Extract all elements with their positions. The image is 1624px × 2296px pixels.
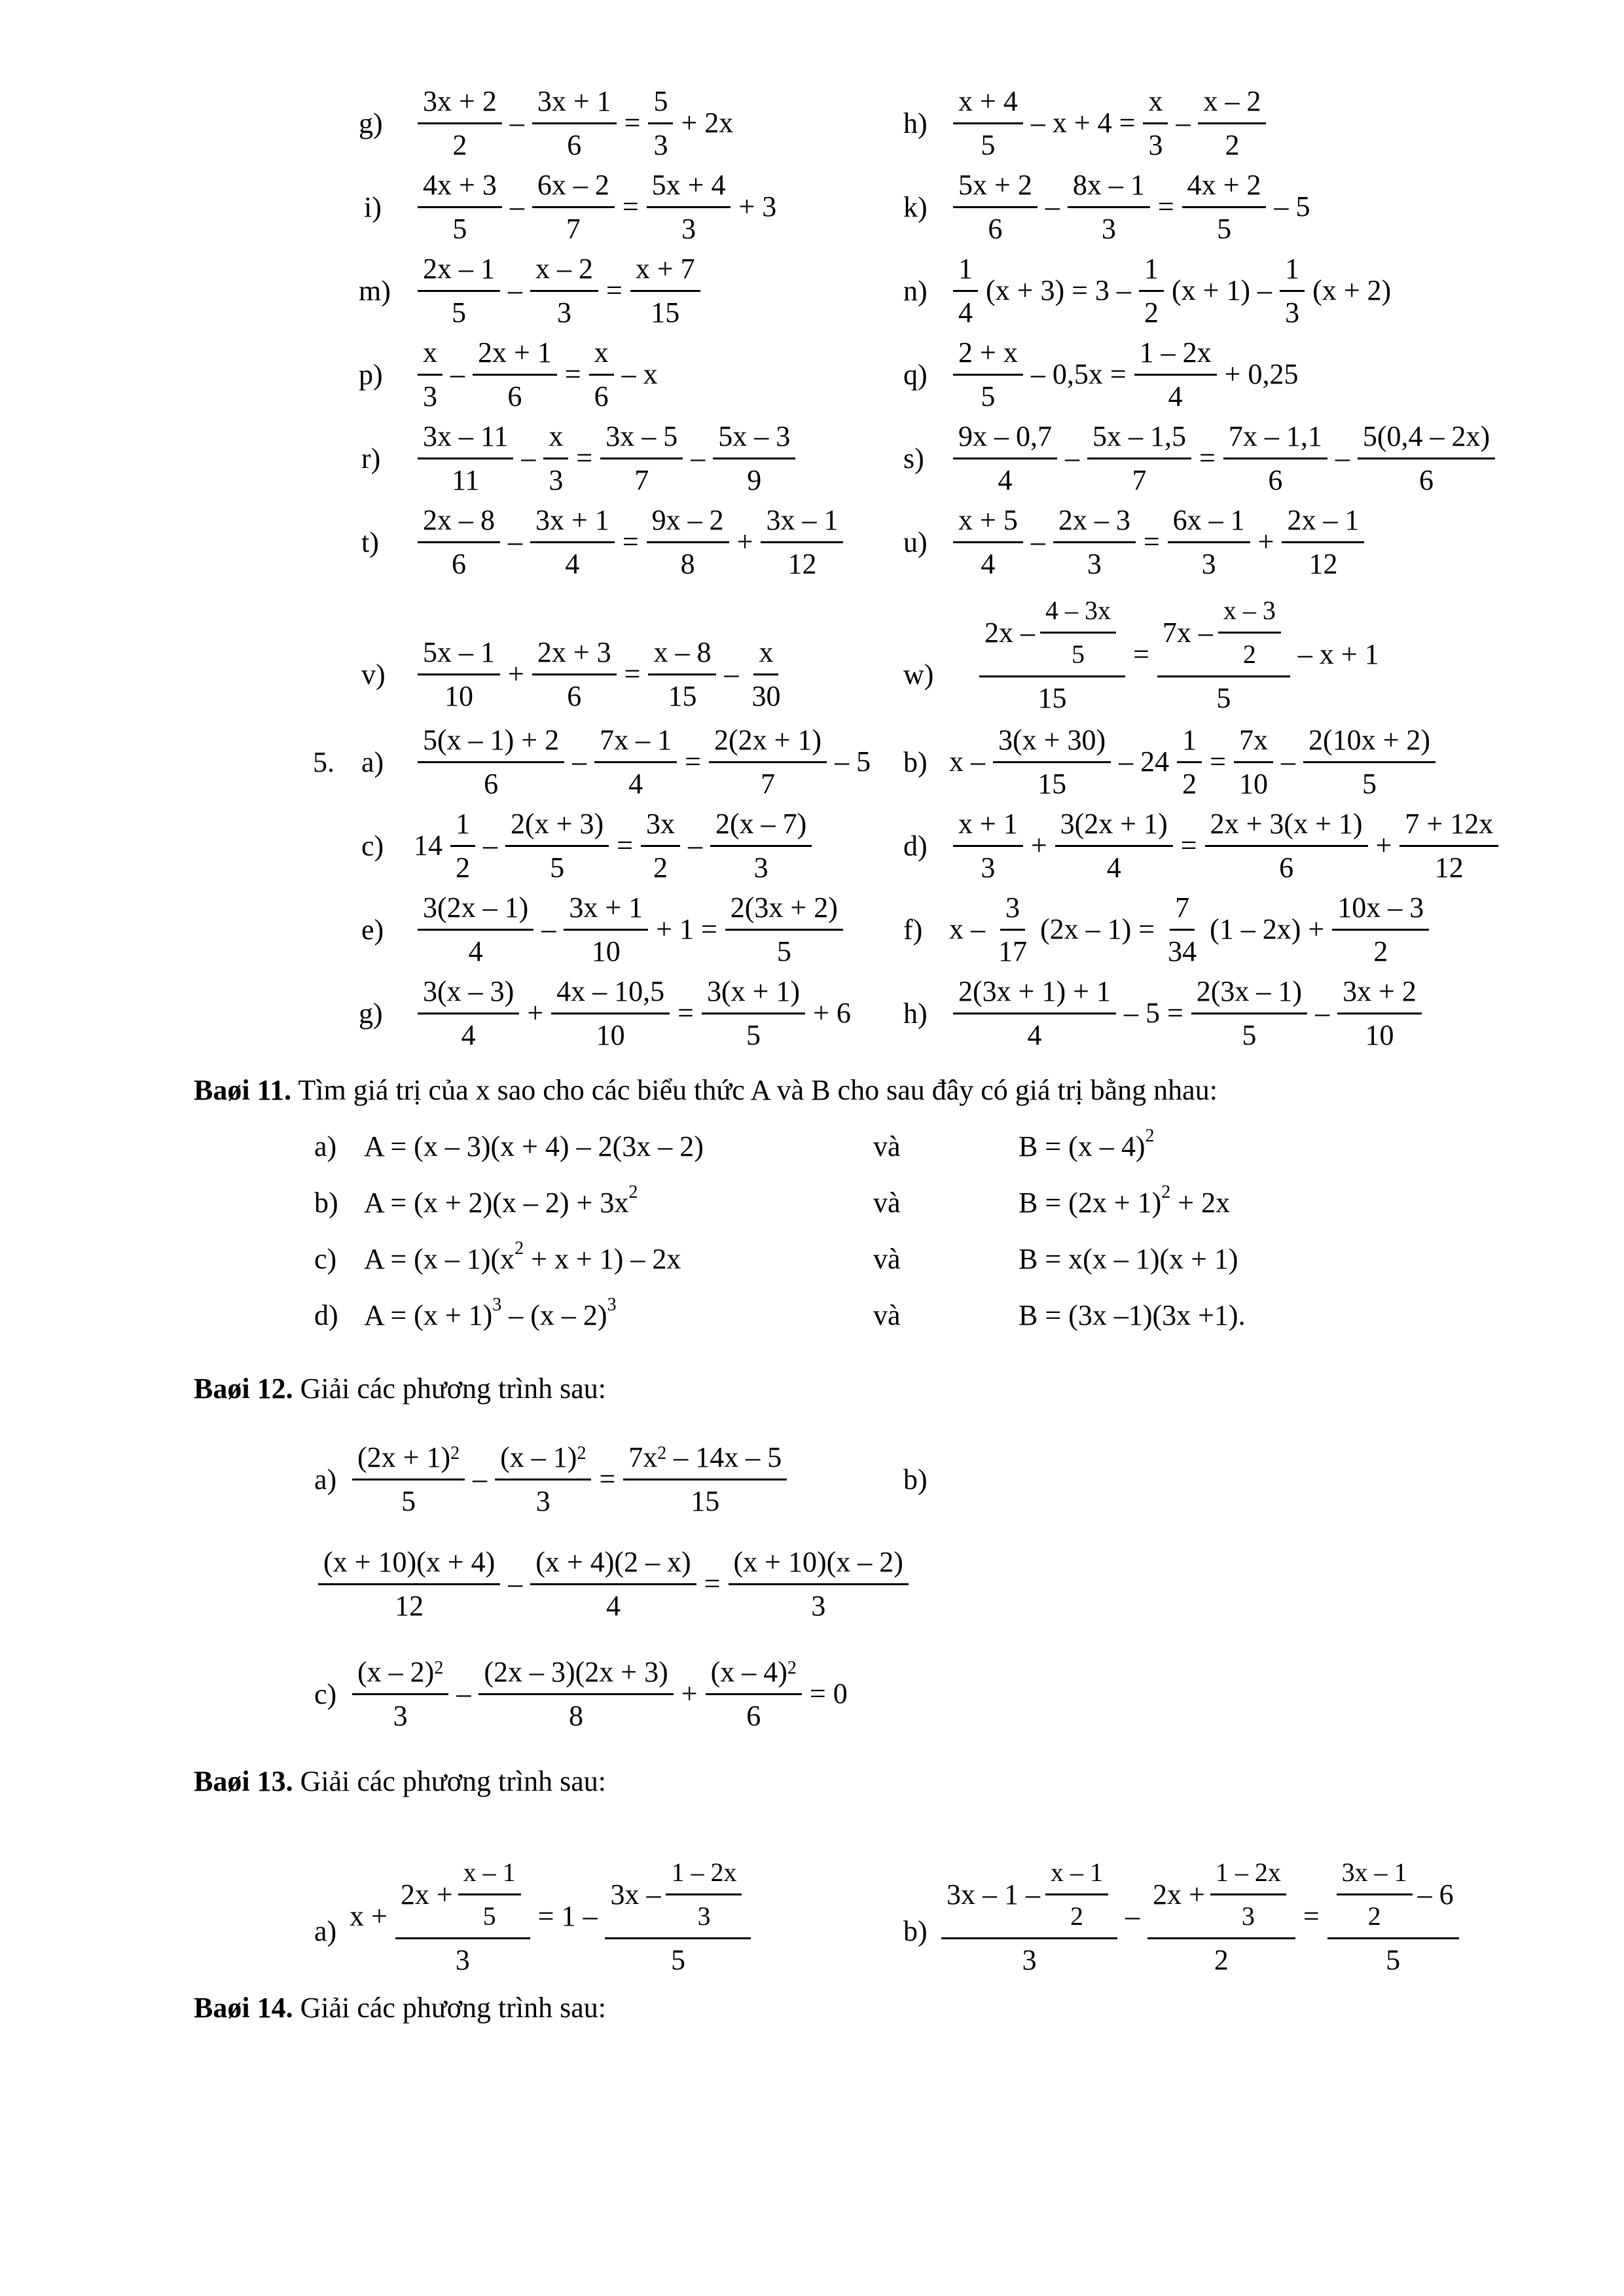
bai14-heading — [194, 1991, 606, 2024]
ex5-label-g: g) — [359, 997, 383, 1030]
bai12-label-c: c) — [314, 1677, 337, 1710]
label-r: r) — [361, 442, 381, 475]
bai11-text: Tìm giá trị của x sao cho các biểu thức A và B cho sau đây có giá trị bằng nhau: — [298, 1074, 1218, 1106]
bai11-B-d: B = (3x –1)(3x +1). — [1019, 1299, 1246, 1331]
bai11-B-c: B = x(x – 1)(x + 1) — [1019, 1243, 1238, 1275]
label-v: v) — [361, 658, 386, 691]
label-k: k) — [903, 190, 928, 223]
equation-i: $\frac{4x + 3}{5}$ – $\frac{6x - 2}{7}$ = $\frac{5x + 4}{3}$ + 3 — [414, 154, 776, 259]
label-p: p) — [359, 358, 383, 391]
bai13-row — [0, 1833, 1624, 1977]
bai12-heading — [194, 1372, 606, 1405]
bai13-text: Giải các phương trình sau: — [300, 1765, 607, 1797]
ex5-label-d: d) — [903, 829, 928, 862]
equation-n: $\frac{1}{4}$ (x + 3) = 3 – $\frac{1}{2}$ (x + 1) – $\frac{1}{3}$ (x + 2) — [949, 238, 1391, 343]
bai11-and-b: và — [873, 1187, 901, 1219]
equation-s: $\frac{9x - 0,7}{4}$ – $\frac{5x - 1,5}{7}$ = $\frac{7x - 1,1}{6}$ – $\frac{5(0,4 - 2x)}{6}$ — [949, 406, 1499, 511]
bai12-title: Baøi 12. — [194, 1372, 293, 1405]
bai11-A-a: A = (x – 3)(x + 4) – 2(3x – 2) — [364, 1130, 704, 1162]
bai11-B-b: $B = (2x + 1)^2 + 2x$ — [1019, 1182, 1231, 1219]
label-q: q) — [903, 358, 928, 391]
bai12-equation-c: $\frac{(x - 2)^2}{3}$ – $\frac{(2x - 3)(2x + 3)}{8}$ + $\frac{(x - 4)^2}{6}$ = 0 — [348, 1641, 848, 1746]
label-t: t) — [361, 526, 379, 558]
ex5-label-a: a) — [361, 745, 384, 778]
bai13-label-b: b) — [903, 1914, 928, 1947]
bai11-label-b: b) — [314, 1187, 338, 1219]
equation-row-t-u — [0, 490, 1624, 594]
bai12-label-b: b) — [903, 1463, 928, 1496]
label-s: s) — [903, 442, 924, 475]
ex5-equation-e: $\frac{3(2x - 1)}{4}$ – $\frac{3x + 1}{10}$ + 1 = $\frac{2(3x + 2)}{5}$ — [414, 877, 847, 982]
bai11-label-c: c) — [314, 1243, 337, 1275]
bai12-equation-a: $\frac{(2x + 1)^2}{5}$ – $\frac{(x - 1)^2}{3}$ = $\frac{7x^2 - 14x - 5}{15}$ — [348, 1427, 791, 1532]
bai11-A-c: $A = (x - 1)(x^2 + x + 1) - 2x$ — [364, 1238, 681, 1275]
bai13-equation-b: 3x – 1 – $\frac{x - 1}{2}$ 3 – 2x + $\frac{1 - 2x}{3}$ 2 = $\frac{3x - 1}{2}$ – 6 5 — [937, 1844, 1463, 1988]
bai12-row-a — [0, 1427, 1624, 1532]
label-h: h) — [903, 107, 928, 139]
equation-u: $\frac{x + 5}{4}$ – $\frac{2x - 3}{3}$ = $\frac{6x - 1}{3}$ + $\frac{2x - 1}{12}$ — [949, 490, 1368, 594]
label-m: m) — [359, 274, 391, 307]
exercise-5-number: 5. — [313, 745, 334, 778]
equation-p: $\frac{x}{3}$ – $\frac{2x + 1}{6}$ = $\frac{x}{6}$ – x — [414, 322, 658, 427]
label-i: i) — [364, 190, 382, 223]
ex5-equation-a: $\frac{5(x - 1) + 2}{6}$ – $\frac{7x - 1}{4}$ = $\frac{2(2x + 1)}{7}$ – 5 — [414, 709, 871, 814]
ex5-equation-c: 14 $\frac{1}{2}$ – $\frac{2(x + 3)}{5}$ = $\frac{3x}{2}$ – $\frac{2(x - 7)}{3}$ — [414, 793, 816, 898]
ex5-equation-h: $\frac{2(3x + 1) + 1}{4}$ – 5 = $\frac{2(3x - 1)}{5}$ – $\frac{3x + 2}{10}$ — [949, 961, 1426, 1066]
equation-g: $\frac{3x + 2}{2}$ – $\frac{3x + 1}{6}$ = $\frac{5}{3}$ + 2x — [414, 71, 733, 175]
bai11-A-b: $A = (x + 2)(x - 2) + 3x^2$ — [364, 1182, 638, 1219]
bai11-and-c: và — [873, 1243, 901, 1275]
bai13-heading — [194, 1765, 606, 1798]
ex5-label-b: b) — [903, 745, 928, 778]
bai14-text: Giải các phương trình sau: — [300, 1992, 607, 2024]
bai11-B-a: B = (x – 4)$^2$ — [1019, 1126, 1155, 1162]
bai11-label-d: d) — [314, 1299, 338, 1331]
ex5-equation-g: $\frac{3(x - 3)}{4}$ + $\frac{4x - 10,5}{10}$ = $\frac{3(x + 1)}{5}$ + 6 — [414, 961, 851, 1066]
label-w: w) — [903, 658, 934, 691]
bai11-heading — [194, 1073, 1218, 1107]
bai12-equation-b: $\frac{(x + 10)(x + 4)}{12}$ – $\frac{(x + 4)(2 - x)}{4}$ = $\frac{(x + 10)(x - 2)}{3}$ — [314, 1532, 912, 1636]
bai12-text: Giải các phương trình sau: — [300, 1372, 607, 1405]
ex5-equation-b: x – $\frac{3(x + 30)}{15}$ – 24 $\frac{1}{2}$ = $\frac{7x}{10}$ – $\frac{2(10x + 2)}{5}$ — [949, 709, 1439, 814]
bai12-row-b — [0, 1532, 1624, 1636]
equation-t: $\frac{2x - 8}{6}$ – $\frac{3x + 1}{4}$ = $\frac{9x - 2}{8}$ + $\frac{3x - 1}{12}$ — [414, 490, 847, 594]
bai11-and-d: và — [873, 1299, 901, 1331]
bai12-row-c — [0, 1641, 1624, 1746]
label-g: g) — [359, 107, 383, 139]
bai13-title: Baøi 13. — [194, 1765, 293, 1797]
equation-h: $\frac{x + 4}{5}$ – x + 4 = $\frac{x}{3}$ – $\frac{x - 2}{2}$ — [949, 71, 1270, 175]
bai11-and-a: và — [873, 1130, 901, 1162]
bai11-A-d: $A = (x + 1)^3 - (x - 2)^3$ — [364, 1295, 617, 1331]
ex5-equation-f: x – $\frac{3}{17}$ (2x – 1) = $\frac{7}{34}$ (1 – 2x) + $\frac{10x - 3}{2}$ — [949, 877, 1433, 982]
label-n: n) — [903, 274, 928, 307]
bai11-label-a: a) — [314, 1130, 337, 1162]
equation-m: $\frac{2x - 1}{5}$ – $\frac{x - 2}{3}$ = $\frac{x + 7}{15}$ — [414, 238, 704, 343]
equation-w: 2x – $\frac{4 - 3x}{5}$ 15 = 7x – $\frac{x - 3}{2}$ 5 – x + 1 — [975, 589, 1379, 720]
equation-r: $\frac{3x - 11}{11}$ – $\frac{x}{3}$ = $\frac{3x - 5}{7}$ – $\frac{5x - 3}{9}$ — [414, 406, 799, 511]
ex5-label-f: f) — [903, 913, 923, 946]
label-u: u) — [903, 526, 928, 558]
ex5-row-g-h — [0, 961, 1624, 1066]
ex5-label-h: h) — [903, 997, 928, 1030]
equation-q: $\frac{2 + x}{5}$ – 0,5x = $\frac{1 - 2x}{4}$ + 0,25 — [949, 322, 1298, 427]
equation-k: $\frac{5x + 2}{6}$ – $\frac{8x - 1}{3}$ = $\frac{4x + 2}{5}$ – 5 — [949, 154, 1310, 259]
bai13-equation-a: x + 2x + $\frac{x - 1}{5}$ 3 = 1 – 3x – $\frac{1 - 2x}{3}$ 5 — [350, 1844, 755, 1988]
bai12-label-a: a) — [314, 1463, 337, 1496]
bai13-label-a: a) — [314, 1914, 337, 1947]
bai11-title: Baøi 11. — [194, 1074, 292, 1106]
ex5-label-e: e) — [361, 913, 384, 946]
ex5-equation-d: $\frac{x + 1}{3}$ + $\frac{3(2x + 1)}{4}$ = $\frac{2x + 3(x + 1)}{6}$ + $\frac{7 + 12x}{12}$ — [949, 793, 1502, 898]
bai14-title: Baøi 14. — [194, 1992, 293, 2024]
equation-v: $\frac{5x - 1}{10}$ + $\frac{2x + 3}{6}$ = $\frac{x - 8}{15}$ – $\frac{x}{30}$ — [414, 609, 789, 740]
ex5-label-c: c) — [361, 829, 384, 862]
